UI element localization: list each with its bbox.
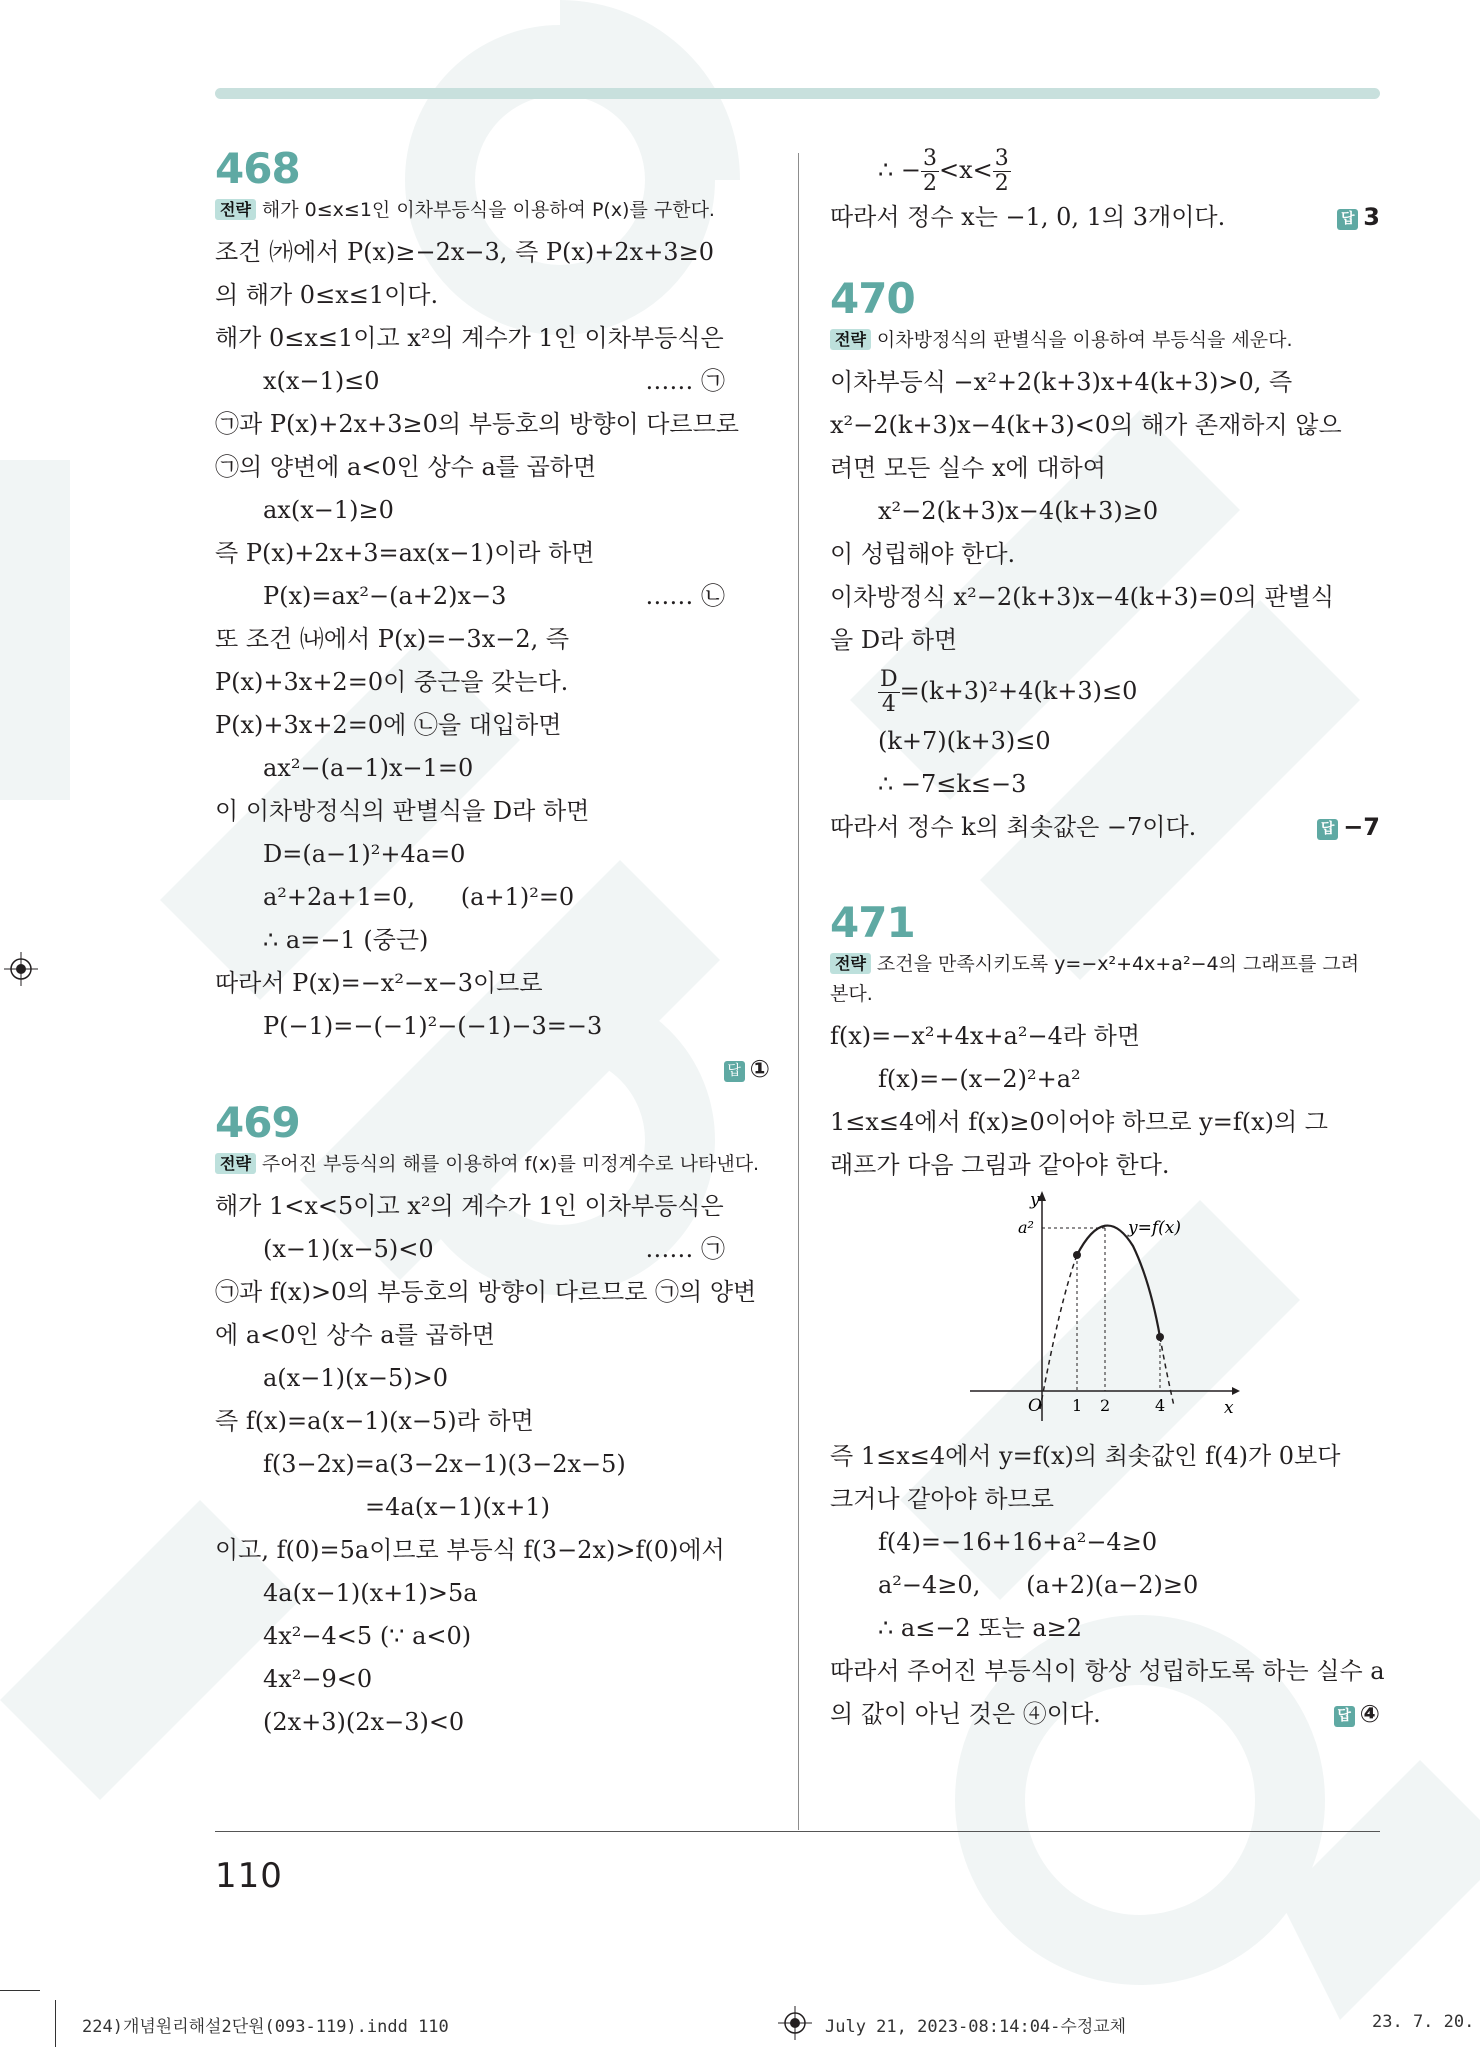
- fraction: [921, 147, 939, 196]
- answer-line: [215, 1048, 770, 1091]
- text-line: 에 a<0인 상수 a를 곱하면: [215, 1321, 495, 1349]
- fraction-denominator: 4: [881, 692, 896, 717]
- solution-469: [215, 1099, 770, 1744]
- text: 따라서 정수 x는 −1, 0, 1의 3개이다.: [830, 203, 1226, 231]
- equation: ∴ a=−1 (중근): [263, 926, 429, 954]
- equation: a²−4≥0, (a+2)(a−2)≥0: [878, 1571, 1199, 1599]
- equation-line: [830, 662, 1380, 720]
- equation-line: [215, 360, 770, 403]
- strategy-badge: 전략: [830, 953, 871, 974]
- text-line: P(x)+3x+2=0에 ㉡을 대입하면: [215, 711, 562, 739]
- text-line: 을 D라 하면: [830, 626, 958, 654]
- strategy-line: [830, 325, 1380, 355]
- text-line: 해가 0≤x≤1이고 x²의 계수가 1인 이차부등식은: [215, 324, 724, 352]
- text-line: 려면 모든 실수 x에 대하여: [830, 454, 1106, 482]
- fraction-denominator: 2: [994, 171, 1009, 196]
- text-line: 해가 1<x<5이고 x²의 계수가 1인 이차부등식은: [215, 1192, 724, 1220]
- footer-date: 23. 7. 20.: [1372, 2012, 1475, 2032]
- point-x1: [1073, 1251, 1081, 1259]
- answer: [1317, 806, 1380, 849]
- answer-badge: 답: [1317, 819, 1338, 840]
- answer-value: ④: [1359, 1700, 1380, 1728]
- left-column: [215, 145, 770, 1744]
- strategy-badge: 전략: [215, 1153, 256, 1174]
- equation: =4a(x−1)(x+1): [365, 1493, 550, 1521]
- equation: (2x+3)(2x−3)<0: [263, 1708, 465, 1736]
- equation: a²+2a+1=0, (a+1)²=0: [263, 883, 575, 911]
- answer-value: ①: [749, 1055, 770, 1083]
- strategy-text: 이차방정식의 판별식을 이용하여 부등식을 세운다.: [876, 329, 1293, 351]
- x-axis-arrow: [1232, 1387, 1240, 1395]
- equation: ax(x−1)≥0: [263, 496, 394, 524]
- strategy-line: [830, 949, 1380, 1009]
- text-line: 조건 ㈎에서 P(x)≥−2x−3, 즉 P(x)+2x+3≥0: [215, 238, 714, 266]
- equation-mid: <x<: [939, 156, 993, 184]
- equation-line: [830, 145, 1380, 196]
- equation-marker: …… ㉠: [645, 367, 725, 395]
- solution-469-continued: [830, 145, 1380, 239]
- answer-badge: 답: [1337, 209, 1358, 230]
- parabola-graph: [970, 1191, 1240, 1431]
- problem-number: 471: [830, 898, 915, 947]
- footer-filename: 224)개념원리해설2단원(093-119).indd 110: [82, 2017, 449, 2037]
- text-line: ㉠과 f(x)>0의 부등호의 방향이 다르므로 ㉠의 양변: [215, 1278, 757, 1306]
- text-line: 즉 f(x)=a(x−1)(x−5)라 하면: [215, 1407, 534, 1435]
- equation: (k+7)(k+3)≤0: [878, 727, 1051, 755]
- equation: f(3−2x)=a(3−2x−1)(3−2x−5): [263, 1450, 626, 1478]
- text-line: 이차부등식 −x²+2(k+3)x+4(k+3)>0, 즉: [830, 368, 1293, 396]
- equation: D=(a−1)²+4a=0: [263, 840, 466, 868]
- text-line: 크거나 같아야 하므로: [830, 1485, 1054, 1513]
- answer: [1334, 1693, 1380, 1736]
- solution-470: [830, 275, 1380, 849]
- right-column: [830, 145, 1385, 1736]
- problem-number: 468: [215, 144, 300, 193]
- text-line: P(x)+3x+2=0이 중근을 갖는다.: [215, 668, 569, 696]
- equation: a(x−1)(x−5)>0: [263, 1364, 448, 1392]
- equation: 4a(x−1)(x+1)>5a: [263, 1579, 478, 1607]
- equation: P(x)=ax²−(a+2)x−3: [263, 582, 507, 610]
- strategy-text: 조건을 만족시키도록 y=−x²+4x+a²−4의 그래프를 그려 본다.: [830, 953, 1360, 1005]
- crop-mark: [0, 1990, 40, 1991]
- solution-471: [830, 898, 1385, 1736]
- fraction-denominator: 2: [923, 171, 938, 196]
- text-line: ㉠의 양변에 a<0인 상수 a를 곱하면: [215, 453, 597, 481]
- crop-mark: [55, 2000, 56, 2047]
- strategy-text: 주어진 부등식의 해를 이용하여 f(x)를 미정계수로 나타낸다.: [261, 1153, 760, 1175]
- text-line: 이차방정식 x²−2(k+3)x−4(k+3)=0의 판별식: [830, 583, 1335, 611]
- strategy-badge: 전략: [830, 329, 871, 350]
- equation: x(x−1)≤0: [263, 367, 380, 395]
- registration-mark-icon: [4, 952, 38, 986]
- text-line: 의 해가 0≤x≤1이다.: [215, 281, 439, 309]
- fraction-numerator: 3: [923, 146, 938, 171]
- column-divider: [798, 153, 799, 1830]
- footer-timestamp: July 21, 2023-08:14:04-수정교체: [825, 2017, 1127, 2037]
- text-line: 따라서 P(x)=−x²−x−3이므로: [215, 969, 543, 997]
- fraction: [993, 147, 1011, 196]
- bottom-rule: [215, 1831, 1380, 1832]
- answer: [1337, 196, 1380, 239]
- strategy-badge: 전략: [215, 199, 256, 220]
- problem-number: 470: [830, 274, 915, 323]
- strategy-text: 해가 0≤x≤1인 이차부등식을 이용하여 P(x)를 구한다.: [261, 199, 715, 221]
- fraction: [878, 668, 900, 717]
- text-line: 래프가 다음 그림과 같아야 한다.: [830, 1151, 1170, 1179]
- text-line: f(x)=−x²+4x+a²−4라 하면: [830, 1022, 1141, 1050]
- tick-label-1: 1: [1072, 1396, 1083, 1415]
- text-line-with-answer: [830, 806, 1380, 849]
- problem-number: 469: [215, 1098, 300, 1147]
- x-label: x: [1224, 1398, 1234, 1418]
- equation-line: [215, 575, 770, 618]
- equation-prefix: ∴ −: [878, 156, 922, 184]
- tick-label-2: 2: [1100, 1396, 1111, 1415]
- text-line: ㉠과 P(x)+2x+3≥0의 부등호의 방향이 다르므로: [215, 410, 739, 438]
- registration-mark-icon: [778, 2006, 812, 2040]
- text-line: 즉 P(x)+2x+3=ax(x−1)이라 하면: [215, 539, 595, 567]
- text-line: 즉 1≤x≤4에서 y=f(x)의 최솟값인 f(4)가 0보다: [830, 1442, 1341, 1470]
- peak-label: a²: [1018, 1218, 1034, 1237]
- text-line: 이 이차방정식의 판별식을 D라 하면: [215, 797, 590, 825]
- equation: 4x²−9<0: [263, 1665, 373, 1693]
- equation: x²−2(k+3)x−4(k+3)≥0: [878, 497, 1159, 525]
- text-line-with-answer: [830, 1693, 1380, 1736]
- text: 따라서 정수 k의 최솟값은 −7이다.: [830, 813, 1197, 841]
- equation: f(x)=−(x−2)²+a²: [878, 1065, 1081, 1093]
- curve-solid: [1077, 1226, 1160, 1337]
- equation: =(k+3)²+4(k+3)≤0: [899, 677, 1138, 705]
- text-line: 또 조건 ㈏에서 P(x)=−3x−2, 즉: [215, 625, 570, 653]
- answer-value: 3: [1363, 203, 1380, 231]
- equation: 4x²−4<5 (∵ a<0): [263, 1622, 472, 1650]
- equation: (x−1)(x−5)<0: [263, 1235, 434, 1263]
- text-line: 이 성립해야 한다.: [830, 540, 1016, 568]
- answer-value: −7: [1343, 813, 1380, 841]
- equation-marker: …… ㉡: [645, 582, 725, 610]
- header-bar: [215, 88, 1380, 99]
- text-line: 1≤x≤4에서 f(x)≥0이어야 하므로 y=f(x)의 그: [830, 1108, 1328, 1136]
- curve-left-dashed: [1040, 1255, 1077, 1409]
- equation: ∴ a≤−2 또는 a≥2: [878, 1614, 1083, 1642]
- text-line: 따라서 주어진 부등식이 항상 성립하도록 하는 실수 a: [830, 1657, 1385, 1685]
- answer-badge: 답: [724, 1061, 745, 1082]
- equation: P(−1)=−(−1)²−(−1)−3=−3: [263, 1012, 603, 1040]
- text-line: x²−2(k+3)x−4(k+3)<0의 해가 존재하지 않으: [830, 411, 1342, 439]
- fraction-numerator: 3: [994, 146, 1009, 171]
- text-line-with-answer: [830, 196, 1380, 239]
- strategy-line: [215, 1149, 770, 1179]
- strategy-line: [215, 195, 770, 225]
- equation: f(4)=−16+16+a²−4≥0: [878, 1528, 1158, 1556]
- fraction-numerator: D: [880, 667, 898, 692]
- text: 의 값이 아닌 것은 ④이다.: [830, 1700, 1101, 1728]
- equation: ax²−(a−1)x−1=0: [263, 754, 474, 782]
- answer-badge: 답: [1334, 1706, 1355, 1727]
- text-line: 이고, f(0)=5a이므로 부등식 f(3−2x)>f(0)에서: [215, 1536, 725, 1564]
- equation-marker: …… ㉠: [645, 1235, 725, 1263]
- equation: ∴ −7≤k≤−3: [878, 770, 1027, 798]
- solution-468: [215, 145, 770, 1091]
- y-label: y: [1030, 1191, 1040, 1210]
- origin-label: O: [1028, 1396, 1042, 1416]
- tick-label-4: 4: [1155, 1396, 1166, 1415]
- curve-label: y=f(x): [1128, 1218, 1181, 1238]
- page-number: 110: [215, 1856, 283, 1896]
- point-x4: [1156, 1333, 1164, 1341]
- equation-line: [215, 1228, 770, 1271]
